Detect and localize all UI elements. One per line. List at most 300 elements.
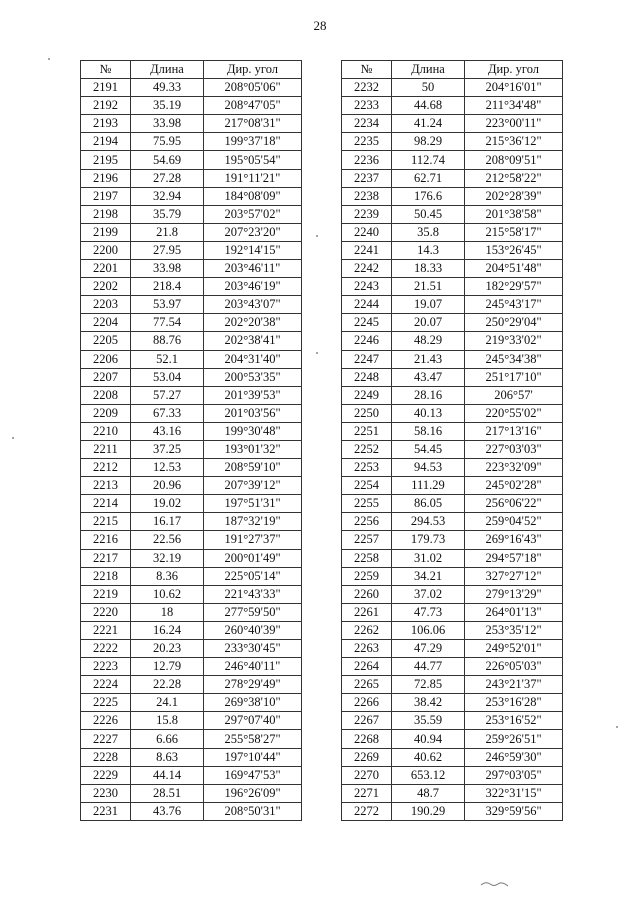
table-row	[81, 567, 302, 585]
cell-direction-angle: 294°57'18"	[465, 549, 563, 567]
cell-length: 28.16	[392, 386, 465, 404]
table-row	[81, 151, 302, 169]
cell-length: 41.24	[392, 115, 465, 133]
table-row	[81, 350, 302, 368]
cell-length: 35.79	[131, 205, 204, 223]
cell-direction-angle: 203°57'02"	[204, 205, 302, 223]
header-direction-angle: Дир. угол	[465, 61, 563, 79]
cell-direction-angle: 207°39'12"	[204, 477, 302, 495]
cell-number: 2237	[342, 169, 392, 187]
cell-direction-angle: 203°46'19"	[204, 278, 302, 296]
pen-mark	[480, 880, 510, 888]
cell-direction-angle: 202°28'39"	[465, 187, 563, 205]
cell-direction-angle: 195°05'54"	[204, 151, 302, 169]
cell-number: 2209	[81, 404, 131, 422]
cell-length: 54.69	[131, 151, 204, 169]
cell-number: 2216	[81, 531, 131, 549]
table-row	[342, 603, 563, 621]
cell-direction-angle: 278°29'49"	[204, 676, 302, 694]
cell-direction-angle: 243°21'37"	[465, 676, 563, 694]
cell-length: 40.94	[392, 730, 465, 748]
cell-number: 2271	[342, 784, 392, 802]
table-row	[342, 133, 563, 151]
table-row	[342, 386, 563, 404]
cell-length: 8.36	[131, 567, 204, 585]
cell-length: 28.51	[131, 784, 204, 802]
cell-number: 2225	[81, 694, 131, 712]
cell-direction-angle: 253°16'52"	[465, 712, 563, 730]
cell-length: 38.42	[392, 694, 465, 712]
cell-number: 2239	[342, 205, 392, 223]
table-row	[342, 223, 563, 241]
cell-number: 2205	[81, 332, 131, 350]
cell-length: 19.02	[131, 495, 204, 513]
cell-number: 2257	[342, 531, 392, 549]
cell-length: 20.96	[131, 477, 204, 495]
table-row	[81, 133, 302, 151]
cell-number: 2265	[342, 676, 392, 694]
cell-length: 111.29	[392, 477, 465, 495]
cell-number: 2247	[342, 350, 392, 368]
table-row	[81, 766, 302, 784]
table-row	[342, 531, 563, 549]
table-row	[342, 658, 563, 676]
cell-number: 2198	[81, 205, 131, 223]
coordinates-table-left	[80, 60, 302, 821]
cell-direction-angle: 203°43'07"	[204, 296, 302, 314]
table-row	[81, 440, 302, 458]
cell-direction-angle: 191°11'21"	[204, 169, 302, 187]
cell-number: 2250	[342, 404, 392, 422]
cell-number: 2266	[342, 694, 392, 712]
cell-direction-angle: 223°00'11"	[465, 115, 563, 133]
table-row	[81, 386, 302, 404]
header-length: Длина	[392, 61, 465, 79]
table-row	[81, 730, 302, 748]
table-row	[342, 151, 563, 169]
cell-number: 2242	[342, 260, 392, 278]
cell-length: 53.97	[131, 296, 204, 314]
cell-direction-angle: 207°23'20"	[204, 223, 302, 241]
cell-length: 67.33	[131, 404, 204, 422]
table-row	[342, 730, 563, 748]
cell-direction-angle: 215°58'17"	[465, 223, 563, 241]
cell-direction-angle: 208°59'10"	[204, 459, 302, 477]
cell-number: 2220	[81, 603, 131, 621]
cell-length: 48.29	[392, 332, 465, 350]
cell-length: 72.85	[392, 676, 465, 694]
cell-number: 2232	[342, 79, 392, 97]
cell-length: 47.29	[392, 640, 465, 658]
table-row	[81, 169, 302, 187]
table-row	[342, 205, 563, 223]
table-row	[342, 585, 563, 603]
table-row	[81, 694, 302, 712]
table-row	[342, 567, 563, 585]
table-row	[81, 241, 302, 259]
table-row	[342, 802, 563, 820]
cell-length: 32.19	[131, 549, 204, 567]
cell-length: 218.4	[131, 278, 204, 296]
cell-number: 2228	[81, 748, 131, 766]
table-row	[81, 712, 302, 730]
cell-direction-angle: 256°06'22"	[465, 495, 563, 513]
cell-number: 2223	[81, 658, 131, 676]
cell-number: 2221	[81, 621, 131, 639]
table-row	[81, 459, 302, 477]
table-row	[81, 296, 302, 314]
cell-number: 2213	[81, 477, 131, 495]
cell-direction-angle: 253°16'28"	[465, 694, 563, 712]
cell-number: 2260	[342, 585, 392, 603]
cell-length: 21.8	[131, 223, 204, 241]
cell-length: 44.14	[131, 766, 204, 784]
cell-length: 15.8	[131, 712, 204, 730]
cell-number: 2259	[342, 567, 392, 585]
cell-number: 2256	[342, 513, 392, 531]
header-number: №	[81, 61, 131, 79]
cell-length: 176.6	[392, 187, 465, 205]
cell-number: 2197	[81, 187, 131, 205]
cell-length: 35.8	[392, 223, 465, 241]
cell-direction-angle: 225°05'14"	[204, 567, 302, 585]
cell-direction-angle: 202°20'38"	[204, 314, 302, 332]
cell-direction-angle: 182°29'57"	[465, 278, 563, 296]
cell-length: 44.77	[392, 658, 465, 676]
cell-direction-angle: 245°02'28"	[465, 477, 563, 495]
cell-length: 14.3	[392, 241, 465, 259]
cell-length: 16.24	[131, 621, 204, 639]
cell-direction-angle: 260°40'39"	[204, 621, 302, 639]
cell-number: 2255	[342, 495, 392, 513]
cell-length: 62.71	[392, 169, 465, 187]
cell-direction-angle: 255°58'27"	[204, 730, 302, 748]
page-number: 28	[313, 18, 327, 33]
cell-direction-angle: 269°16'43"	[465, 531, 563, 549]
cell-number: 2212	[81, 459, 131, 477]
table-row	[81, 802, 302, 820]
cell-direction-angle: 196°26'09"	[204, 784, 302, 802]
cell-length: 27.95	[131, 241, 204, 259]
cell-number: 2207	[81, 368, 131, 386]
cell-direction-angle: 208°50'31"	[204, 802, 302, 820]
cell-number: 2210	[81, 422, 131, 440]
cell-length: 37.25	[131, 440, 204, 458]
table-row	[342, 79, 563, 97]
scan-speck	[316, 352, 318, 354]
table-row	[81, 422, 302, 440]
cell-number: 2226	[81, 712, 131, 730]
cell-length: 40.13	[392, 404, 465, 422]
cell-number: 2248	[342, 368, 392, 386]
cell-length: 43.76	[131, 802, 204, 820]
cell-length: 179.73	[392, 531, 465, 549]
cell-length: 49.33	[131, 79, 204, 97]
cell-direction-angle: 297°03'05"	[465, 766, 563, 784]
cell-number: 2204	[81, 314, 131, 332]
cell-direction-angle: 200°01'49"	[204, 549, 302, 567]
cell-direction-angle: 297°07'40"	[204, 712, 302, 730]
cell-direction-angle: 246°59'30"	[465, 748, 563, 766]
cell-direction-angle: 253°35'12"	[465, 621, 563, 639]
cell-direction-angle: 327°27'12"	[465, 567, 563, 585]
cell-length: 35.19	[131, 97, 204, 115]
cell-direction-angle: 212°58'22"	[465, 169, 563, 187]
cell-direction-angle: 208°47'05"	[204, 97, 302, 115]
cell-number: 2200	[81, 241, 131, 259]
cell-length: 8.63	[131, 748, 204, 766]
table-row	[81, 404, 302, 422]
scan-speck	[12, 437, 14, 439]
cell-number: 2199	[81, 223, 131, 241]
cell-length: 16.17	[131, 513, 204, 531]
table-row	[342, 640, 563, 658]
cell-length: 20.07	[392, 314, 465, 332]
cell-number: 2268	[342, 730, 392, 748]
table-row	[342, 241, 563, 259]
cell-number: 2196	[81, 169, 131, 187]
cell-length: 18.33	[392, 260, 465, 278]
cell-direction-angle: 329°59'56"	[465, 802, 563, 820]
cell-number: 2218	[81, 567, 131, 585]
cell-length: 47.73	[392, 603, 465, 621]
table-row	[342, 495, 563, 513]
table-row	[81, 314, 302, 332]
cell-length: 21.43	[392, 350, 465, 368]
cell-number: 2263	[342, 640, 392, 658]
cell-number: 2201	[81, 260, 131, 278]
cell-direction-angle: 204°31'40"	[204, 350, 302, 368]
table-row	[81, 585, 302, 603]
cell-length: 50.45	[392, 205, 465, 223]
cell-number: 2240	[342, 223, 392, 241]
cell-length: 10.62	[131, 585, 204, 603]
cell-direction-angle: 220°55'02"	[465, 404, 563, 422]
table-row	[342, 97, 563, 115]
cell-direction-angle: 217°08'31"	[204, 115, 302, 133]
cell-direction-angle: 279°13'29"	[465, 585, 563, 603]
table-row	[342, 296, 563, 314]
cell-number: 2261	[342, 603, 392, 621]
table-row	[81, 513, 302, 531]
header-length: Длина	[131, 61, 204, 79]
cell-length: 33.98	[131, 115, 204, 133]
cell-direction-angle: 197°51'31"	[204, 495, 302, 513]
cell-length: 52.1	[131, 350, 204, 368]
cell-direction-angle: 187°32'19"	[204, 513, 302, 531]
cell-direction-angle: 264°01'13"	[465, 603, 563, 621]
table-row	[81, 531, 302, 549]
cell-direction-angle: 250°29'04"	[465, 314, 563, 332]
cell-length: 112.74	[392, 151, 465, 169]
cell-number: 2215	[81, 513, 131, 531]
cell-number: 2253	[342, 459, 392, 477]
table-row	[342, 766, 563, 784]
header-direction-angle: Дир. угол	[204, 61, 302, 79]
cell-direction-angle: 201°38'58"	[465, 205, 563, 223]
cell-direction-angle: 153°26'45"	[465, 241, 563, 259]
cell-number: 2270	[342, 766, 392, 784]
table-row	[342, 368, 563, 386]
cell-direction-angle: 219°33'02"	[465, 332, 563, 350]
cell-number: 2195	[81, 151, 131, 169]
cell-number: 2236	[342, 151, 392, 169]
cell-length: 44.68	[392, 97, 465, 115]
cell-direction-angle: 251°17'10"	[465, 368, 563, 386]
table-row	[342, 784, 563, 802]
table-row	[342, 187, 563, 205]
table-row	[81, 332, 302, 350]
cell-length: 32.94	[131, 187, 204, 205]
table-row	[342, 712, 563, 730]
cell-length: 653.12	[392, 766, 465, 784]
cell-length: 34.21	[392, 567, 465, 585]
cell-number: 2229	[81, 766, 131, 784]
table-header-row	[342, 61, 563, 79]
table-row	[81, 676, 302, 694]
cell-direction-angle: 200°53'35"	[204, 368, 302, 386]
cell-number: 2192	[81, 97, 131, 115]
table-row	[342, 350, 563, 368]
cell-number: 2208	[81, 386, 131, 404]
table-row	[81, 223, 302, 241]
cell-number: 2238	[342, 187, 392, 205]
table-row	[81, 603, 302, 621]
header-number: №	[342, 61, 392, 79]
cell-direction-angle: 169°47'53"	[204, 766, 302, 784]
table-row	[81, 260, 302, 278]
cell-direction-angle: 191°27'37"	[204, 531, 302, 549]
cell-length: 54.45	[392, 440, 465, 458]
table-row	[81, 621, 302, 639]
cell-length: 37.02	[392, 585, 465, 603]
cell-number: 2245	[342, 314, 392, 332]
cell-direction-angle: 249°52'01"	[465, 640, 563, 658]
cell-length: 98.29	[392, 133, 465, 151]
cell-length: 22.56	[131, 531, 204, 549]
cell-length: 57.27	[131, 386, 204, 404]
cell-length: 12.79	[131, 658, 204, 676]
cell-number: 2267	[342, 712, 392, 730]
cell-length: 19.07	[392, 296, 465, 314]
cell-direction-angle: 206°57'	[465, 386, 563, 404]
cell-direction-angle: 203°46'11"	[204, 260, 302, 278]
cell-direction-angle: 259°26'51"	[465, 730, 563, 748]
cell-direction-angle: 192°14'15"	[204, 241, 302, 259]
cell-length: 106.06	[392, 621, 465, 639]
cell-length: 21.51	[392, 278, 465, 296]
cell-length: 40.62	[392, 748, 465, 766]
table-row	[81, 187, 302, 205]
cell-direction-angle: 208°09'51"	[465, 151, 563, 169]
cell-length: 86.05	[392, 495, 465, 513]
cell-number: 2264	[342, 658, 392, 676]
table-header-row	[81, 61, 302, 79]
cell-number: 2222	[81, 640, 131, 658]
cell-number: 2202	[81, 278, 131, 296]
table-row	[342, 404, 563, 422]
cell-number: 2219	[81, 585, 131, 603]
table-row	[81, 748, 302, 766]
cell-direction-angle: 208°05'06"	[204, 79, 302, 97]
table-row	[342, 260, 563, 278]
cell-direction-angle: 199°37'18"	[204, 133, 302, 151]
cell-direction-angle: 201°03'56"	[204, 404, 302, 422]
table-row	[342, 422, 563, 440]
cell-direction-angle: 193°01'32"	[204, 440, 302, 458]
cell-length: 58.16	[392, 422, 465, 440]
cell-length: 12.53	[131, 459, 204, 477]
cell-length: 77.54	[131, 314, 204, 332]
table-row	[81, 640, 302, 658]
cell-direction-angle: 259°04'52"	[465, 513, 563, 531]
cell-number: 2234	[342, 115, 392, 133]
cell-number: 2243	[342, 278, 392, 296]
table-row	[342, 694, 563, 712]
cell-number: 2211	[81, 440, 131, 458]
table-row	[342, 440, 563, 458]
cell-direction-angle: 246°40'11"	[204, 658, 302, 676]
cell-number: 2233	[342, 97, 392, 115]
cell-length: 18	[131, 603, 204, 621]
scan-speck	[48, 58, 50, 60]
cell-number: 2214	[81, 495, 131, 513]
table-row	[342, 332, 563, 350]
table-row	[342, 621, 563, 639]
table-row	[81, 368, 302, 386]
table-row	[342, 549, 563, 567]
cell-length: 20.23	[131, 640, 204, 658]
cell-length: 27.28	[131, 169, 204, 187]
cell-number: 2241	[342, 241, 392, 259]
table-row	[342, 748, 563, 766]
cell-direction-angle: 322°31'15"	[465, 784, 563, 802]
table-row	[81, 205, 302, 223]
cell-length: 24.1	[131, 694, 204, 712]
cell-direction-angle: 184°08'09"	[204, 187, 302, 205]
cell-direction-angle: 223°32'09"	[465, 459, 563, 477]
table-row	[81, 278, 302, 296]
cell-direction-angle: 277°59'50"	[204, 603, 302, 621]
cell-length: 6.66	[131, 730, 204, 748]
cell-direction-angle: 233°30'45"	[204, 640, 302, 658]
cell-number: 2252	[342, 440, 392, 458]
cell-number: 2194	[81, 133, 131, 151]
table-row	[342, 676, 563, 694]
cell-direction-angle: 215°36'12"	[465, 133, 563, 151]
cell-number: 2272	[342, 802, 392, 820]
table-row	[81, 495, 302, 513]
cell-number: 2249	[342, 386, 392, 404]
cell-direction-angle: 197°10'44"	[204, 748, 302, 766]
cell-direction-angle: 227°03'03"	[465, 440, 563, 458]
cell-direction-angle: 202°38'41"	[204, 332, 302, 350]
table-row	[81, 477, 302, 495]
cell-number: 2258	[342, 549, 392, 567]
cell-length: 43.16	[131, 422, 204, 440]
scan-speck	[316, 235, 318, 237]
cell-direction-angle: 269°38'10"	[204, 694, 302, 712]
coordinates-table-right	[341, 60, 563, 821]
cell-direction-angle: 204°51'48"	[465, 260, 563, 278]
cell-number: 2231	[81, 802, 131, 820]
cell-direction-angle: 245°34'38"	[465, 350, 563, 368]
table-row	[81, 658, 302, 676]
cell-number: 2235	[342, 133, 392, 151]
cell-number: 2269	[342, 748, 392, 766]
cell-length: 88.76	[131, 332, 204, 350]
cell-number: 2206	[81, 350, 131, 368]
